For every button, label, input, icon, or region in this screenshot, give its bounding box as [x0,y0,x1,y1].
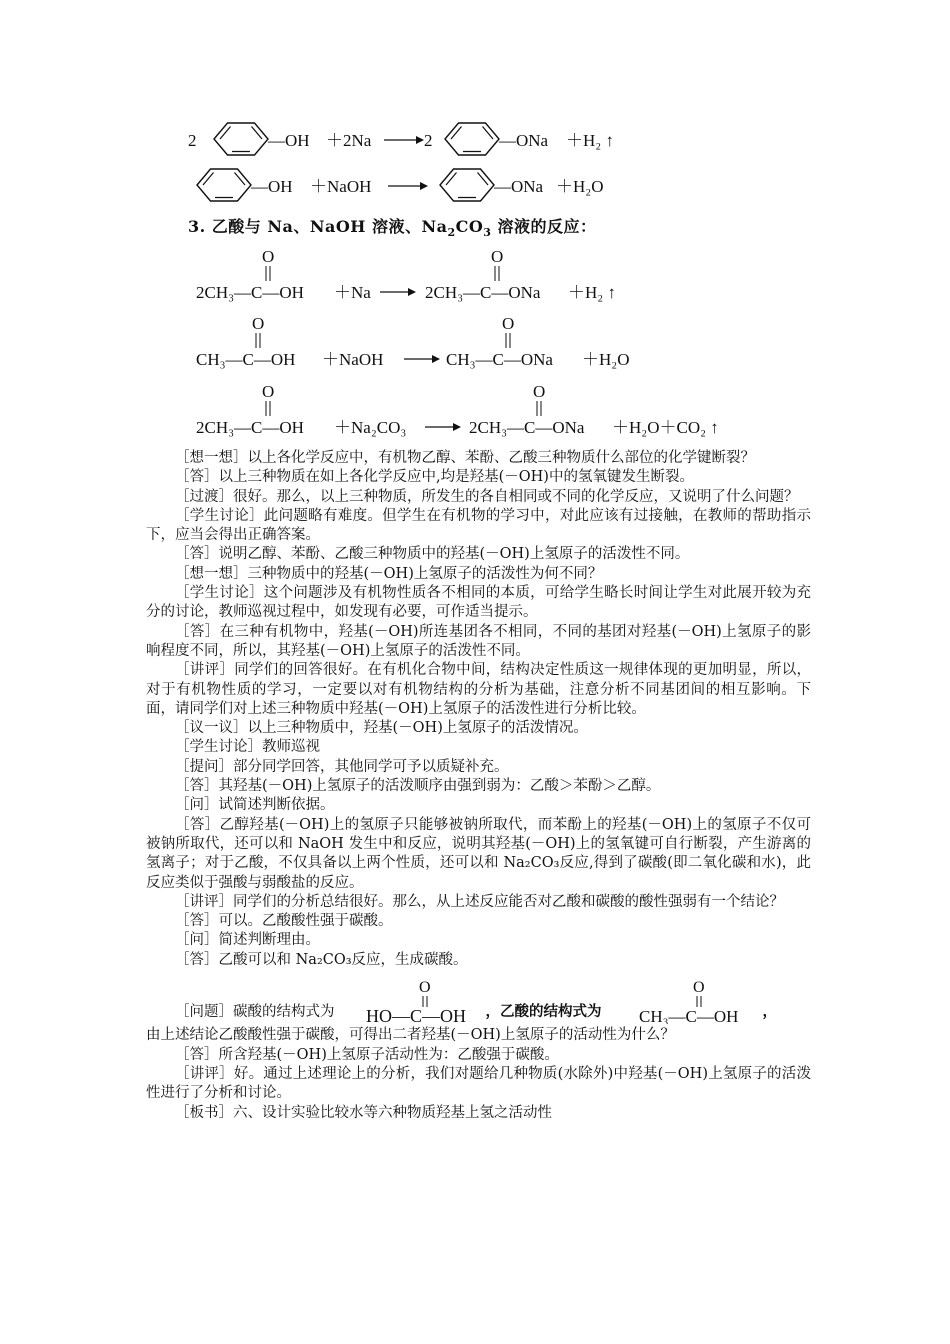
product: 2CH₃—C—ONa [425,283,541,302]
carbonyl-oxygen: O [692,979,705,997]
paragraph: ［答］所含羟基(－OH)上氢原子活动性为：乙酸强于碳酸。 [175,1046,559,1063]
phenoxide-group: —ONa [499,131,549,150]
benzene-ring-icon [214,123,268,155]
paragraph: ［问］简述判断理由。 [175,932,320,949]
carbonic-structure: HO—C—OH [365,1006,466,1025]
paragraph: ［想一想］以上各化学反应中，有机物乙醇、苯酚、乙酸三种物质什么部位的化学键断裂？ [175,450,755,466]
paragraph: ［学生讨论］这个问题涉及有机物性质各不相同的本质，可给学生略长时间让学生对此展开较为充分的讨论，教师巡视过程中，如发现有必要，可作适当提示。 [146,585,811,621]
benzene-ring-icon [445,123,499,155]
paragraph: ［问］试简述判断依据。 [175,797,335,814]
product: ＋H₂O [556,177,604,196]
arrow-right-icon [388,182,428,190]
double-bond-icon [506,333,510,348]
paragraph: ［讲评］同学们的回答很好。在有机化合物中间，结构决定性质这一规律体现的更加明显，所以，对于有机物性质的学习，一定要以对有机物结构的分析为基础，注意分析不同基团间的相互影响。下面，请同学们对上述三种物质中羟基(－OH)上氢原子的活泼性进行分析比较。 [146,662,811,717]
problem-paragraph [146,978,811,1026]
benzene-ring-icon [197,169,251,201]
paragraph: ［答］可以。乙酸酸性强于碳酸。 [175,913,393,930]
coefficient: 2 [188,131,197,150]
paragraph: ［议一议］以上三种物质中，羟基(－OH)上氢原子的活泼情况。 [175,720,588,737]
reagent: ＋NaOH [310,177,372,196]
double-bond-icon [495,266,499,281]
product: ＋H₂O＋CO₂ ↑ [612,418,719,437]
lesson-text [146,449,811,1123]
paragraph: ［答］乙醇羟基(－OH)上的氢原子只能够被钠所取代，而苯酚上的羟基(－OH)上的氢原子不仅可被钠所取代，还可以和 NaOH 发生中和反应，说明其羟基(－OH)上的氢氧键可自行断裂，产生游离的氢离子；对于乙酸，不仅具备以上两个性质，还可以和 Na₂CO₃反应,得到了碳酸(即二氧化碳和水)，此反应类似于强酸与弱酸盐的反应。 [146,816,811,891]
reagent: ＋Na₂CO₃ [334,418,407,437]
problem-middle: ，乙酸的结构式为 [485,1003,602,1021]
carbonic-acid-formula [335,978,486,1026]
carbonyl-oxygen: O [262,247,275,266]
product: ＋H₂ ↑ [568,283,616,302]
product: ＋H₂ ↑ [566,131,614,150]
product: ＋H₂O [582,350,630,369]
carbonyl-oxygen: O [533,382,546,401]
double-bond-icon [537,401,541,416]
double-bond-icon [256,333,260,348]
carbonyl-oxygen: O [418,979,431,997]
paragraph: ［提问］部分同学回答，其他同学可予以质疑补充。 [175,758,509,775]
arrow-right-icon [404,355,440,363]
arrow-right-icon [380,288,416,296]
section-heading: 3. 乙酸与 Na、NaOH 溶液、$Na_2CO_3$ 溶液的反应： [188,217,597,240]
carbonyl-oxygen: O [252,314,265,333]
arrow-right-icon [425,423,461,431]
carbonyl-oxygen: O [262,382,275,401]
paragraph: ［讲评］好。通过上述理论上的分析，我们对题给几种物质(水除外)中羟基(－OH)上氢原子的活泼性进行了分析和讨论。 [146,1065,811,1102]
paragraph: ［答］乙酸可以和 Na₂CO₃反应，生成碳酸。 [175,951,468,968]
paragraph: ［板书］六、设计实验比较水等六种物质羟基上氢之活动性 [175,1104,552,1121]
carbonyl-oxygen: O [502,314,515,333]
paragraph: ［答］其羟基(－OH)上氢原子的活泼顺序由强到弱为：乙酸＞苯酚＞乙醇。 [175,778,661,795]
reactant: CH₃—C—OH [196,350,296,369]
double-bond-icon [266,401,270,416]
paragraph: ［学生讨论］此问题略有难度。但学生在有机物的学习中，对此应该有过接触，在教师的帮助指示下，应当会得出正确答案。 [146,507,811,544]
carbonyl-oxygen: O [491,247,504,266]
paragraph: ［想一想］三种物质中的羟基(－OH)上氢原子的活泼性为何不同？ [175,565,603,582]
benzene-ring-icon [440,169,494,201]
acetic-structure: CH₃—C—OH [638,1007,738,1025]
arrow-right-icon [384,136,424,144]
reactant: 2CH₃—C—OH [196,283,304,302]
coefficient: 2 [424,131,433,150]
product: CH₃—C—ONa [446,350,553,369]
reagent: ＋Na [334,283,371,302]
double-bond-icon [266,266,270,281]
product: 2CH₃—C—ONa [469,418,585,437]
paragraph: ［答］说明乙醇、苯酚、乙酸三种物质中的羟基(－OH)上氢原子的活泼性不同。 [175,546,690,563]
acetic-acid-formula [602,978,763,1026]
paragraph: 由上述结论乙酸酸性强于碳酸，可得出二者羟基(－OH)上氢原子的活动性为什么？ [146,1027,675,1044]
problem-comma: ， [762,1003,777,1021]
paragraph: ［答］以上三种物质在如上各化学反应中,均是羟基(－OH)中的氢氧键发生断裂。 [175,469,694,486]
reagent: ＋2Na [326,131,372,150]
hydroxyl-group: —OH [251,177,293,196]
paragraph: ［学生讨论］教师巡视 [175,739,320,756]
reactant: 2CH₃—C—OH [196,418,304,437]
problem-lead: ［问题］碳酸的结构式为 [175,1004,335,1021]
phenoxide-group: —ONa [494,177,544,196]
paragraph: ［过渡］很好。那么，以上三种物质，所发生的各自相同或不同的化学反应，又说明了什么问题？ [175,488,799,505]
paragraph: ［答］在三种有机物中，羟基(－OH)所连基团各不相同，不同的基团对羟基(－OH)上氢原子的影响程度不同，所以，其羟基(－OH)上氢原子的活泼性不同。 [146,623,811,659]
hydroxyl-group: —OH [268,131,310,150]
reagent: ＋NaOH [322,350,384,369]
paragraph: ［讲评］同学们的分析总结很好。那么，从上述反应能否对乙酸和碳酸的酸性强弱有一个结论？ [175,893,784,910]
